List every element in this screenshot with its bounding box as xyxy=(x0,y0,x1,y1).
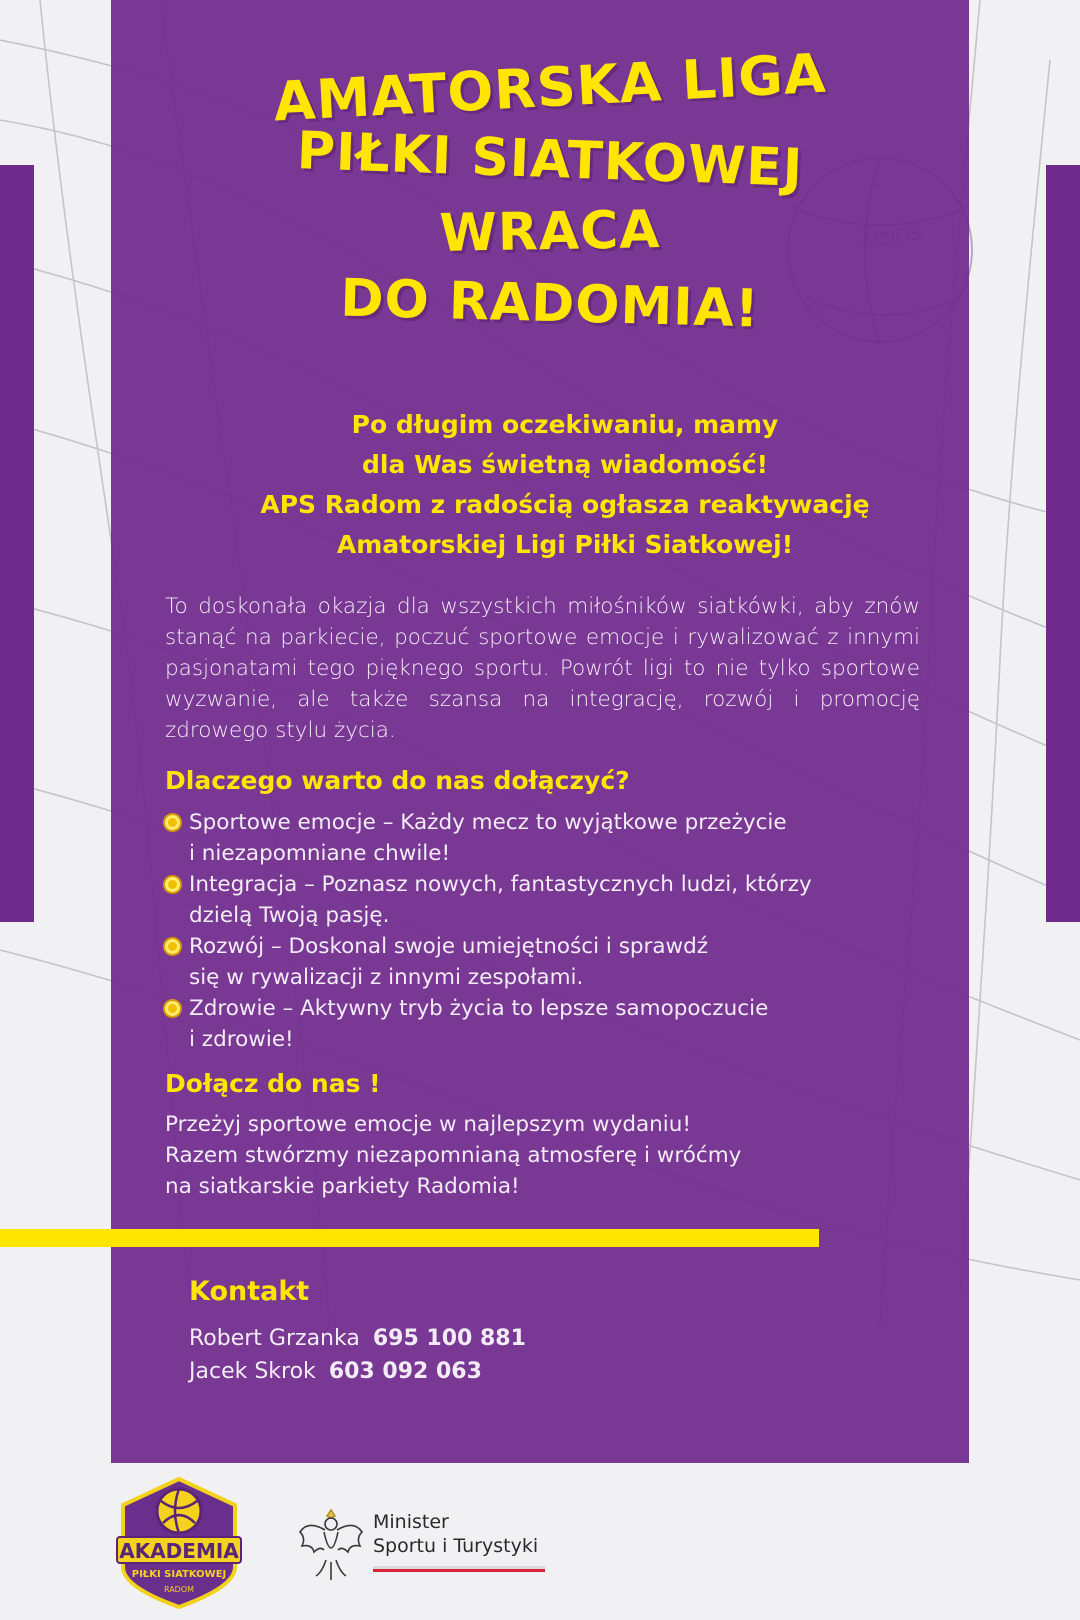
benefits-list xyxy=(165,807,925,1055)
contact-heading: Kontakt xyxy=(189,1276,310,1307)
headline-line: DO RADOMIA! xyxy=(339,268,761,340)
svg-text:RADOM: RADOM xyxy=(163,1585,195,1594)
list-item xyxy=(165,993,925,1055)
svg-text:AKADEMIA: AKADEMIA xyxy=(119,1539,239,1563)
list-item xyxy=(165,807,925,869)
join-paragraph xyxy=(165,1109,925,1202)
lead-line: dla Was świetną wiadomość! xyxy=(362,450,768,479)
lead-line: APS Radom z radością ogłasza reaktywację xyxy=(260,490,870,519)
contact-row xyxy=(189,1355,526,1388)
list-item-line: Zdrowie – Aktywny tryb życia to lepsze samopoczucie xyxy=(189,996,769,1021)
bullet-icon xyxy=(165,1001,180,1016)
contact-name: Jacek Skrok xyxy=(189,1359,316,1384)
poster-headline xyxy=(150,41,950,340)
svg-text:PIŁKI SIATKOWEJ: PIŁKI SIATKOWEJ xyxy=(131,1569,227,1580)
contact-phone[interactable]: 603 092 063 xyxy=(328,1359,482,1384)
right-accent-bar xyxy=(1046,165,1080,922)
ministry-logo xyxy=(296,1502,556,1586)
list-item xyxy=(165,931,925,993)
headline-line: PIŁKI SIATKOWEJ xyxy=(295,121,805,199)
bullet-icon xyxy=(165,877,180,892)
ministry-line: Sportu i Turystyki xyxy=(373,1535,539,1557)
flag-stripe-red xyxy=(373,1569,545,1572)
list-item xyxy=(165,869,925,931)
headline-line: AMATORSKA LIGA xyxy=(272,41,828,134)
ministry-line: Minister xyxy=(373,1511,449,1533)
intro-paragraph: To doskonała okazja dla wszystkich miłośników siatkówki, aby znów stanąć na parkiecie, poczuć sportowe emocje i rywalizować z innymi pasjonatami tego pięknego sportu. Powrót ligi to nie tylko sportowe wyzwanie, ale także szansa na integrację, rozwój i promocję zdrowego stylu życia. xyxy=(165,594,920,743)
lead-announcement xyxy=(150,405,980,565)
list-item-line: dzielą Twoją pasję. xyxy=(189,903,390,928)
list-item-line: Rozwój – Doskonal swoje umiejętności i sprawdź xyxy=(189,934,709,959)
contact-row xyxy=(189,1322,526,1355)
join-line: Przeżyj sportowe emocje w najlepszym wydaniu! xyxy=(165,1112,692,1137)
join-heading: Dołącz do nas ! xyxy=(165,1069,381,1098)
lead-line: Po długim oczekiwaniu, mamy xyxy=(351,410,779,439)
list-item-line: i zdrowie! xyxy=(189,1027,294,1052)
bullet-icon xyxy=(165,815,180,830)
yellow-divider xyxy=(0,1229,819,1247)
left-accent-bar xyxy=(0,165,34,922)
contact-phone[interactable]: 695 100 881 xyxy=(372,1326,526,1351)
lead-line: Amatorskiej Ligi Piłki Siatkowej! xyxy=(336,530,794,559)
bullet-icon xyxy=(165,939,180,954)
list-item-line: Integracja – Poznasz nowych, fantastycznych ludzi, którzy xyxy=(189,872,812,897)
join-line: na siatkarskie parkiety Radomia! xyxy=(165,1174,520,1199)
headline-line: WRACA xyxy=(438,200,662,264)
list-item-line: się w rywalizacji z innymi zespołami. xyxy=(189,965,584,990)
join-line: Razem stwórzmy niezapomnianą atmosferę i wróćmy xyxy=(165,1143,742,1168)
contact-list xyxy=(189,1322,526,1388)
list-item-line: i niezapomniane chwile! xyxy=(189,841,451,866)
akademia-logo xyxy=(113,1475,245,1611)
eagle-emblem-icon xyxy=(296,1502,366,1586)
list-item-line: Sportowe emocje – Każdy mecz to wyjątkowe przeżycie xyxy=(189,810,787,835)
ministry-name xyxy=(373,1510,538,1558)
contact-name: Robert Grzanka xyxy=(189,1326,360,1351)
why-heading: Dlaczego warto do nas dołączyć? xyxy=(165,766,630,795)
